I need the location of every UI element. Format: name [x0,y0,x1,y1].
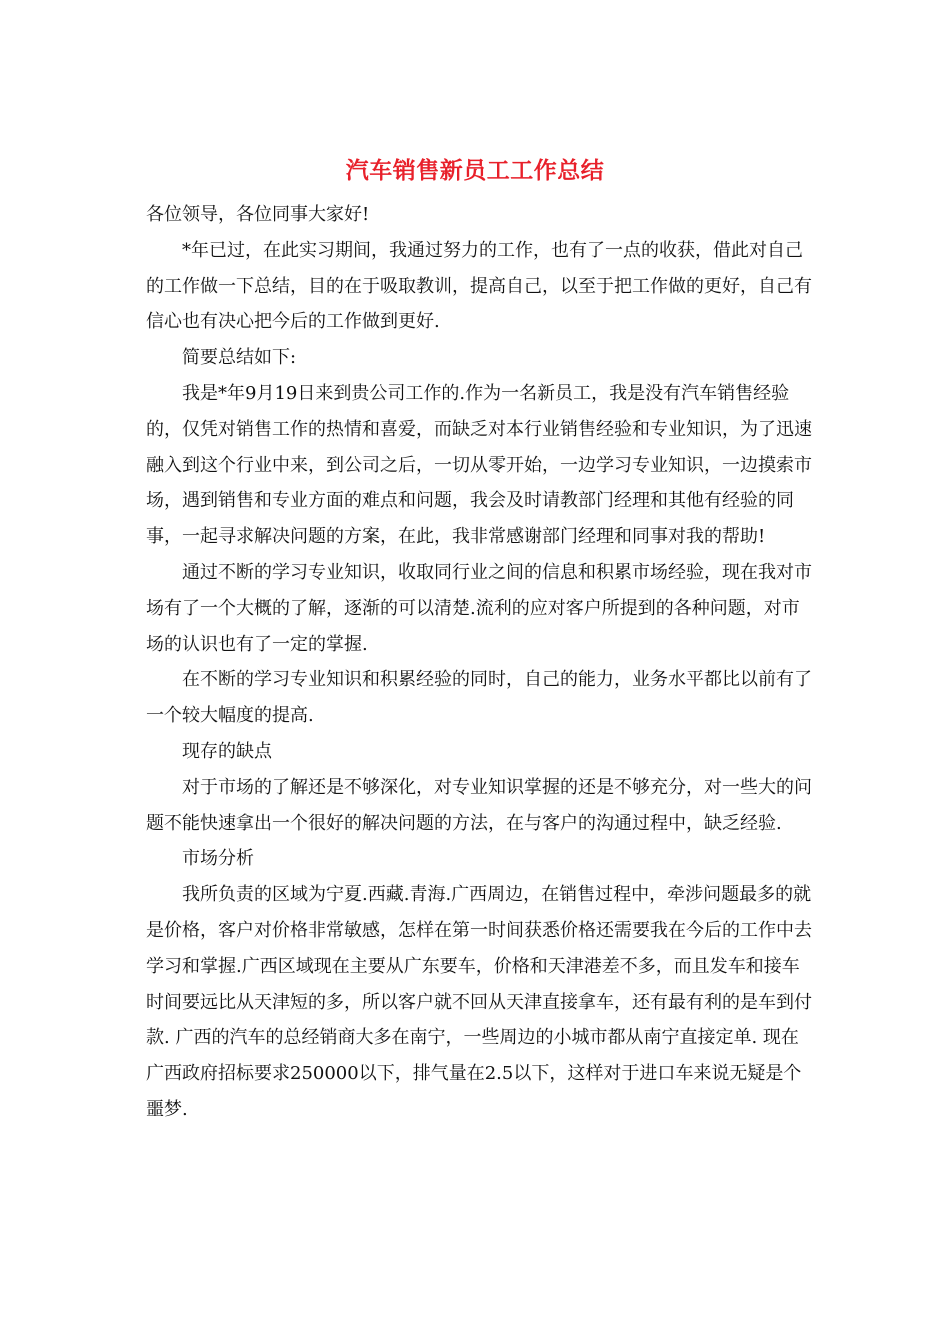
greeting-paragraph: 各位领导，各位同事大家好! [146,204,370,225]
learning-paragraph: 通过不断的学习专业知识，收取同行业之间的信息和积累市场经验，现在我对市场有了一个大概的了解，逐渐的可以清楚.流利的应对客户所提到的各种问题，对市场的认识也有了一定的掌握. [146,561,812,655]
market-analysis-paragraph: 我所负责的区域为宁夏.西藏.青海.广西周边，在销售过程中，牵涉问题最多的就是价格，客户对价格非常敏感，怎样在第一时间获悉价格还需要我在今后的工作中去学习和掌握.广西区域现在主要从广东要车，价格和天津港差不多，而且发车和接车时间要远比从天津短的多，所以客户就不回从天津直接拿车，还有最有利的是车到付款. 广西的汽车的总经销商大多在南宁，一些周边的小城市都从南宁直接定单. 现在广西政府招标要求250000以下，排气量在2.5以下，这样对于进口车来说无疑是个噩梦. [146,884,812,1120]
market-analysis-heading: 市场分析 [182,848,254,870]
shortcomings-paragraph: 对于市场的了解还是不够深化，对专业知识掌握的还是不够充分，对一些大的问题不能快速拿出一个很好的解决问题的方法，在与客户的沟通过程中，缺乏经验. [146,776,812,834]
experience-paragraph: 我是*年9月19日来到贵公司工作的.作为一名新员工，我是没有汽车销售经验的，仅凭对销售工作的热情和喜爱，而缺乏对本行业销售经验和专业知识，为了迅速融入到这个行业中来，到公司之后，一切从零开始，一边学习专业知识，一边摸索市场，遇到销售和专业方面的难点和问题，我会及时请教部门经理和其他有经验的同事，一起寻求解决问题的方案，在此，我非常感谢部门经理和同事对我的帮助! [146,382,812,548]
document-title: 汽车销售新员工工作总结 [345,157,605,184]
document-body [146,197,816,1128]
summary-heading: 简要总结如下: [182,347,297,369]
intro-paragraph: *年已过，在此实习期间，我通过努力的工作，也有了一点的收获，借此对自己的工作做一下总结，目的在于吸取教训，提高自己，以至于把工作做的更好，自己有信心也有决心把今后的工作做到更好. [146,239,812,333]
shortcomings-heading: 现存的缺点 [182,740,272,762]
improvement-paragraph: 在不断的学习专业知识和积累经验的同时，自己的能力，业务水平都比以前有了一个较大幅度的提高. [146,669,812,727]
